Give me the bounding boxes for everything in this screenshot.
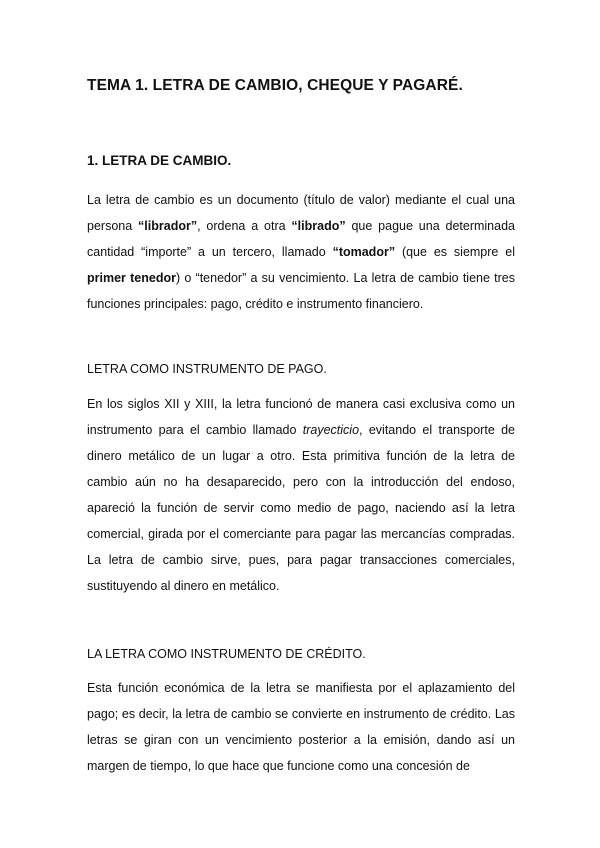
intro-text-2: , ordena a otra xyxy=(197,219,292,233)
credit-paragraph xyxy=(87,675,515,779)
intro-bold-tomador: “tomador” xyxy=(332,245,396,259)
intro-text-4: (que es siempre el xyxy=(395,245,515,259)
intro-paragraph xyxy=(87,187,515,317)
intro-text-1: La letra de cambio es un documento (título de valor) mediante el cual una persona xyxy=(87,193,515,233)
intro-bold-librado: “librado” xyxy=(291,219,346,233)
payment-italic-trayecticio: trayecticio xyxy=(302,423,360,437)
credit-text-1: Esta función económica de la letra se manifiesta por el aplazamiento del pago; es decir, la letra de cambio se convierte en instrumento de crédito. Las letras se giran con un vencimiento posterior a la emisión, dando así un margen de tiempo, lo que hace que funcione como una concesión de xyxy=(87,681,515,773)
payment-text-1: En los siglos XII y XIII, la letra funcionó de manera casi exclusiva como un instrumento para el cambio llamado xyxy=(87,397,515,437)
payment-text-2: , evitando el transporte de dinero metálico de un lugar a otro. Esta primitiva función de la letra de cambio aún no ha desaparecido, pero con la introducción del endoso, apareció la función de servir como medio de pago, naciendo así la letra comercial, girada por el comerciante para pagar las mercancías compradas. La letra de cambio sirve, pues, para pagar transacciones comerciales, sustituyendo al dinero en metálico. xyxy=(87,423,515,593)
page-title: TEMA 1. LETRA DE CAMBIO, CHEQUE Y PAGARÉ. xyxy=(87,77,463,94)
payment-paragraph xyxy=(87,391,515,599)
intro-bold-librador: “librador” xyxy=(138,219,198,233)
subheading-instrumento-de-credito: LA LETRA COMO INSTRUMENTO DE CRÉDITO. xyxy=(87,647,366,661)
intro-text-3: que pague una determinada cantidad “importe” a un tercero, llamado xyxy=(87,219,515,259)
subheading-instrumento-de-pago: LETRA COMO INSTRUMENTO DE PAGO. xyxy=(87,362,327,376)
intro-text-5: ) o “tenedor” a su vencimiento. La letra de cambio tiene tres funciones principales: pago, crédito e instrumento financiero. xyxy=(87,271,515,311)
section-heading-letra-de-cambio: 1. LETRA DE CAMBIO. xyxy=(87,153,232,168)
intro-bold-primer-tenedor: primer tenedor xyxy=(87,271,176,285)
